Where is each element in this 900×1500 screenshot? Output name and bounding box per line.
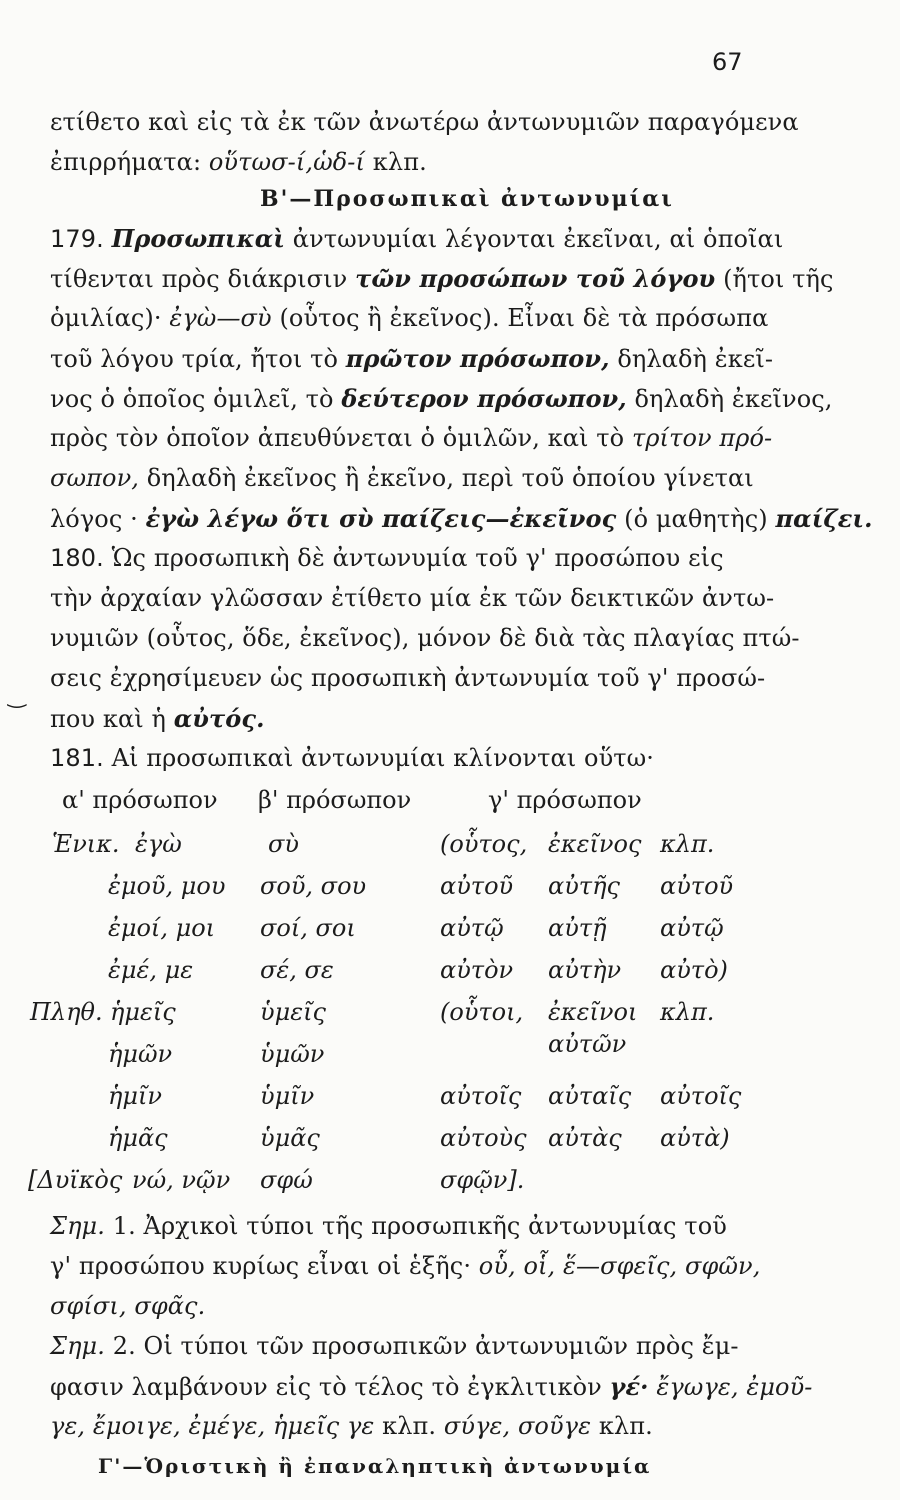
note-label: Σημ. xyxy=(50,1212,105,1240)
table-cell: αὐτῇ xyxy=(548,914,607,942)
p179-text: ὁμιλίας)· xyxy=(50,304,162,332)
note1-text: 1. Ἀρχικοὶ τύποι τῆς προσωπικῆς ἀντωνυμίας τοῦ xyxy=(112,1212,727,1240)
example-bold: ἐγὼ λέγω ὅτι σὺ παίζεις—ἐκεῖνος xyxy=(145,504,617,533)
table-cell: σοί, σοι xyxy=(260,914,356,942)
table-cell: ἡμῶν xyxy=(108,1040,173,1068)
table-cell: σέ, σε xyxy=(260,956,334,984)
table-cell: σοῦ, σου xyxy=(260,872,367,900)
term-italic: σωπον, xyxy=(50,464,139,492)
p180-line-4 xyxy=(50,664,765,692)
note1-line-1 xyxy=(50,1212,727,1240)
table-cell: ὑμῶν xyxy=(260,1040,325,1068)
term-bold: Προσωπικαὶ xyxy=(111,224,286,253)
table-cell: ἐκεῖνος xyxy=(548,830,642,858)
table-cell: (οὗτος, xyxy=(440,830,528,858)
table-cell: αὐτοῦ xyxy=(660,872,734,900)
p179-text: νος ὁ ὁποῖος ὁμιλεῖ, τὸ xyxy=(50,385,334,413)
p181-line-1 xyxy=(50,744,654,772)
paragraph-number: 180. xyxy=(50,544,104,572)
table-cell: αὐτὰ) xyxy=(660,1124,730,1152)
p179-line-8 xyxy=(50,504,873,533)
note1-line-2 xyxy=(50,1252,760,1280)
term-bold: γέ· xyxy=(609,1372,649,1401)
p179-text: πρὸς τὸν ὁποῖον ἀπευθύνεται ὁ ὁμιλῶν, καὶ τὸ xyxy=(50,424,625,452)
margin-mark: ‿ xyxy=(8,684,26,709)
table-cell: αὐτῷ xyxy=(440,914,504,942)
p180-line-5 xyxy=(50,704,265,733)
column-header: α' πρόσωπον xyxy=(62,786,218,814)
table-cell: αὐτῷ xyxy=(660,914,724,942)
section-heading-b: Β'—Προσωπικαὶ ἀντωνυμίαι xyxy=(260,186,674,212)
note1-forms: σφίσι, σφᾶς. xyxy=(50,1292,206,1320)
note2-line-1 xyxy=(50,1332,739,1360)
intro-example: οὕτωσ-ί,ὡδ-ί xyxy=(208,148,366,176)
intro-line-2 xyxy=(50,148,427,176)
table-cell: ὑμῖν xyxy=(260,1082,315,1110)
p179-text: (οὗτος ἢ ἐκεῖνος). Εἶναι δὲ τὰ πρόσωπα xyxy=(279,304,769,332)
p179-text: λόγος · xyxy=(50,505,138,533)
p179-text: τίθενται πρὸς διάκρισιν xyxy=(50,265,348,293)
p179-text: δηλαδὴ ἐκεῖνος, xyxy=(634,385,833,413)
p179-text: δηλαδὴ ἐκεῖ- xyxy=(617,345,774,373)
p179-line-1 xyxy=(50,224,783,253)
table-cell: ὑμᾶς xyxy=(260,1124,320,1152)
table-cell: αὐτὸ) xyxy=(660,956,728,984)
table-cell: ἐκεῖνοι xyxy=(548,998,638,1026)
p179-text: δηλαδὴ ἐκεῖνος ἢ ἐκεῖνο, περὶ τοῦ ὁποίου γίνεται xyxy=(146,464,754,492)
intro-line-1 xyxy=(50,108,799,136)
paragraph-number: 179. xyxy=(50,225,104,253)
table-cell: κλπ. xyxy=(660,998,715,1026)
p180-text: που καὶ ἡ xyxy=(50,705,166,733)
p180-text: σεις ἐχρησίμευεν ὡς προσωπικὴ ἀντωνυμία τοῦ γ' προσώ- xyxy=(50,664,766,692)
table-cell: κλπ. xyxy=(660,830,715,858)
page-number: 67 xyxy=(712,48,743,76)
table-cell: (οὗτοι, xyxy=(440,998,524,1026)
p179-text: (ἤτοι τῆς xyxy=(723,265,834,293)
term-bold: πρῶτον πρόσωπον, xyxy=(345,344,610,373)
table-cell: ἐμοῦ, μου xyxy=(108,872,226,900)
p180-text: τὴν ἀρχαίαν γλῶσσαν ἐτίθετο μία ἐκ τῶν δεικτικῶν ἀντω- xyxy=(50,584,775,612)
note2-text: 2. Οἱ τύποι τῶν προσωπικῶν ἀντωνυμιῶν πρὸς ἔμ- xyxy=(112,1332,739,1360)
table-cell: ἐμοί, μοι xyxy=(108,914,216,942)
note2-text: κλπ. xyxy=(598,1412,653,1440)
intro-text: ετίθετο καὶ εἰς τὰ ἐκ τῶν ἀνωτέρω ἀντωνυμιῶν παραγόμενα xyxy=(50,108,799,136)
table-cell: ἐγὼ xyxy=(135,830,182,858)
p179-line-2 xyxy=(50,264,834,293)
note2-text: φασιν λαμβάνουν εἰς τὸ τέλος τὸ ἐγκλιτικὸν xyxy=(50,1373,602,1401)
p179-example: ἐγὼ—σὺ xyxy=(169,304,272,332)
table-cell: ἡμῖν xyxy=(108,1082,162,1110)
section-heading-g: Γ'—Ὁριστικὴ ἢ ἐπαναληπτικὴ ἀντωνυμία xyxy=(98,1454,652,1478)
table-cell: ἡμᾶς xyxy=(108,1124,168,1152)
table-cell: σφῷν]. xyxy=(440,1166,525,1194)
note2-line-3 xyxy=(50,1412,653,1440)
note2-text: κλπ. xyxy=(382,1412,437,1440)
p181-text: Αἱ προσωπικαὶ ἀντωνυμίαι κλίνονται οὕτω· xyxy=(111,744,655,772)
term-italic: τρίτον πρό- xyxy=(631,424,773,452)
table-cell: αὐτὰς xyxy=(548,1124,622,1152)
p180-text: Ὡς προσωπικὴ δὲ ἀντωνυμία τοῦ γ' προσώπου εἰς xyxy=(111,544,724,572)
p179-text: τοῦ λόγου τρία, ἤτοι τὸ xyxy=(50,345,339,373)
table-cell: αὐτοῖς xyxy=(660,1082,742,1110)
p179-line-7 xyxy=(50,464,754,492)
p179-text: (ὁ μαθητὴς) xyxy=(624,505,768,533)
example-bold: παίζει. xyxy=(775,504,873,533)
table-cell: αὐτοῖς xyxy=(440,1082,522,1110)
table-cell: αὐτοῦ xyxy=(440,872,514,900)
term-bold: δεύτερον πρόσωπον, xyxy=(341,384,627,413)
p179-line-6 xyxy=(50,424,772,452)
intro-text: ἐπιρρήματα: xyxy=(50,148,202,176)
table-cell: αὐτῆς xyxy=(548,872,620,900)
table-cell: ἐμέ, με xyxy=(108,956,194,984)
row-label: Ἑνικ. xyxy=(52,830,120,858)
table-cell: αὐτὴν xyxy=(548,956,622,984)
table-cell: αὐταῖς xyxy=(548,1082,632,1110)
table-cell: ὑμεῖς xyxy=(260,998,326,1026)
note-label: Σημ. xyxy=(50,1332,105,1360)
note1-text: γ' προσώπου κυρίως εἶναι οἱ ἑξῆς· xyxy=(50,1252,472,1280)
table-cell: αὐτὸν xyxy=(440,956,514,984)
column-header: γ' πρόσωπον xyxy=(488,786,642,814)
table-cell: ἡμεῖς xyxy=(110,998,176,1026)
note2-line-2 xyxy=(50,1372,812,1401)
p180-line-2 xyxy=(50,584,774,612)
p180-line-3 xyxy=(50,624,800,652)
note1-forms: οὗ, οἷ, ἕ—σφεῖς, σφῶν, xyxy=(478,1252,761,1280)
intro-text: κλπ. xyxy=(372,148,427,176)
table-cell: αὐτῶν xyxy=(548,1030,627,1058)
note2-forms: σύγε, σοῦγε xyxy=(443,1412,592,1440)
p180-line-1 xyxy=(50,544,724,572)
term-bold: αὐτός. xyxy=(173,704,265,733)
table-cell: σφώ xyxy=(260,1166,313,1194)
term-bold: τῶν προσώπων τοῦ λόγου xyxy=(355,264,716,293)
p180-text: νυμιῶν (οὗτος, ὅδε, ἐκεῖνος), μόνον δὲ διὰ τὰς πλαγίας πτώ- xyxy=(50,624,800,652)
column-header: β' πρόσωπον xyxy=(258,786,412,814)
p179-line-5 xyxy=(50,384,833,413)
table-cell: αὐτοὺς xyxy=(440,1124,527,1152)
row-label: Πληθ. xyxy=(30,998,103,1026)
table-cell: νώ, νῷν xyxy=(132,1166,231,1194)
paragraph-number: 181. xyxy=(50,744,104,772)
p179-line-3 xyxy=(50,304,768,332)
p179-text: ἀντωνυμίαι λέγονται ἐκεῖναι, αἱ ὁποῖαι xyxy=(292,225,784,253)
p179-line-4 xyxy=(50,344,773,373)
note1-line-3 xyxy=(50,1292,205,1320)
row-label: [Δυϊκὸς xyxy=(28,1166,123,1194)
note2-forms: γε, ἔμοιγε, ἐμέγε, ἡμεῖς γε xyxy=(50,1412,375,1440)
table-cell: σὺ xyxy=(268,830,299,858)
note2-forms: ἔγωγε, ἐμοῦ- xyxy=(656,1373,813,1401)
